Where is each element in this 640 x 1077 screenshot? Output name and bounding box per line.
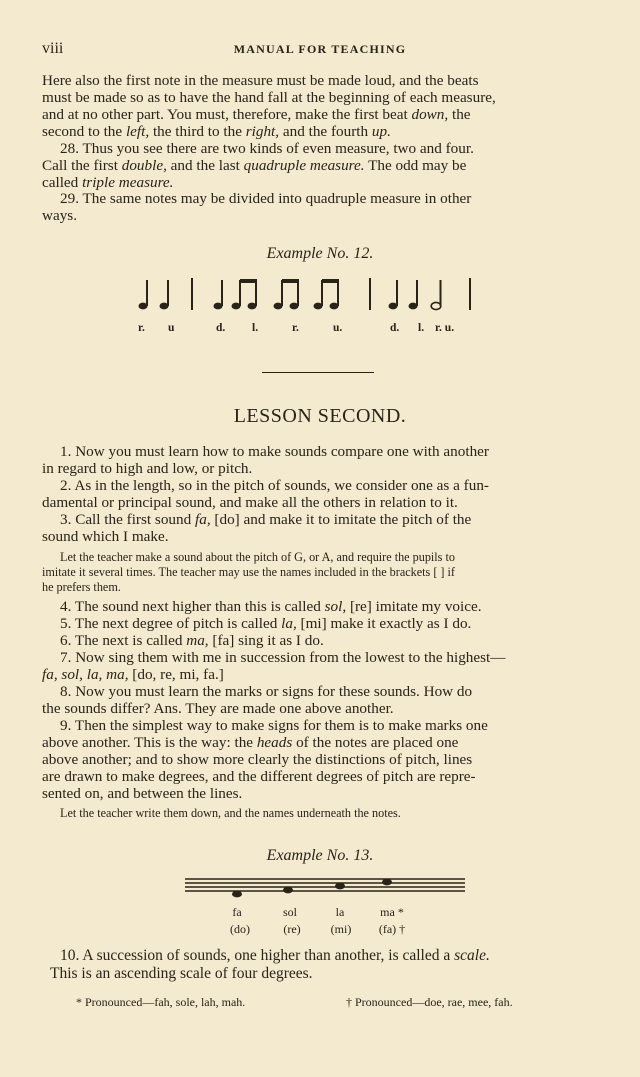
syllable: u: [168, 322, 175, 334]
half-note: [431, 280, 441, 310]
text-line: damental or principal sound, and make all the others in relation to it.: [42, 494, 458, 511]
syllable: u.: [333, 322, 343, 334]
text-line: ways.: [42, 207, 78, 224]
text-line: and at no other part. You must, therefore, make the first beat down, the: [42, 106, 471, 123]
section-divider: [262, 372, 374, 373]
text-line: 9. Then the simplest way to make signs for them is to make marks one: [60, 717, 488, 734]
text-line: in regard to high and low, or pitch.: [42, 460, 253, 477]
text-line: 29. The same notes may be divided into quadruple measure in other: [60, 190, 472, 207]
note-name: ma *: [380, 905, 404, 919]
text-line: 8. Now you must learn the marks or signs for these sounds. How do: [60, 683, 473, 700]
syllable: d.: [390, 322, 400, 334]
text-line: 28. Thus you see there are two kinds of even measure, two and four.: [60, 140, 474, 157]
syllable: l.: [252, 322, 259, 334]
text-line: 7. Now sing them with me in succession from the lowest to the highest—: [60, 649, 506, 666]
rhythm-notation: [130, 270, 490, 318]
paragraph-29: [42, 190, 576, 224]
page-number: viii: [42, 40, 64, 57]
note-head: [335, 883, 345, 890]
text-line: 2. As in the length, so in the pitch of sounds, we consider one as a fun-: [60, 477, 489, 494]
paragraph-28: [42, 140, 576, 191]
quarter-note: [214, 280, 223, 309]
text-line: fa, sol, la, ma, [do, re, mi, fa.]: [42, 666, 224, 683]
note-alt-name: (do): [230, 922, 250, 936]
lesson-paragraph-1: [42, 443, 576, 477]
note-head: [283, 887, 293, 894]
quarter-note: [389, 280, 398, 309]
running-title: MANUAL FOR TEACHING: [233, 42, 407, 56]
example-12-title: Example No. 12.: [266, 245, 374, 262]
text-line: This is an ascending scale of four degrees.: [50, 965, 313, 982]
intro-paragraph: [42, 72, 576, 140]
text-line: sound which I make.: [42, 528, 169, 545]
lesson-paragraphs-4-9: [42, 598, 576, 802]
text-line: 4. The sound next higher than this is called sol, [re] imitate my voice.: [60, 598, 482, 615]
lesson-title: LESSON SECOND.: [233, 405, 407, 427]
footnote-1: * Pronounced—fah, sole, lah, mah.: [76, 995, 246, 1009]
note-head: [232, 891, 242, 898]
text-line: 10. A succession of sounds, one higher than another, is called a scale.: [60, 947, 490, 964]
note-alt-name: (re): [283, 922, 301, 936]
text-line: the sounds differ? Ans. They are made one above another.: [42, 700, 394, 717]
running-header: [42, 40, 598, 60]
text-line: he prefers them.: [42, 580, 121, 594]
text-line: 3. Call the first sound fa, [do] and make it to imitate the pitch of the: [60, 511, 472, 528]
lesson-paragraph-2: [42, 477, 576, 511]
quarter-note: [139, 280, 148, 309]
syllable: l.: [418, 322, 425, 334]
text-line: above another; and to show more clearly the distinctions of pitch, lines: [42, 751, 473, 768]
footnote-2: † Pronounced—doe, rae, mee, fah.: [346, 995, 513, 1009]
eighth-note-pair: [232, 279, 258, 309]
note-head: [382, 879, 392, 886]
note-name: fa: [232, 905, 242, 919]
paragraph-10: [42, 947, 576, 983]
text-line: 1. Now you must learn how to make sounds compare one with another: [60, 443, 489, 460]
text-line: imitate it several times. The teacher may use the names included in the brackets [ ] if: [42, 565, 455, 579]
text-line: 5. The next degree of pitch is called la, [mi] make it exactly as I do.: [60, 615, 472, 632]
note-name: la: [335, 905, 345, 919]
text-line: 6. The next is called ma, [fa] sing it as I do.: [60, 632, 324, 649]
text-line: above another. This is the way: the heads of the notes are placed one: [42, 734, 459, 751]
text-line: Let the teacher write them down, and the names underneath the notes.: [60, 806, 401, 820]
example-13-title: Example No. 13.: [266, 847, 374, 864]
text-line: Here also the first note in the measure must be made loud, and the beats: [42, 72, 479, 89]
syllable: r. u.: [435, 322, 455, 334]
eighth-note-pair: [274, 279, 300, 309]
text-line: are drawn to make degrees, and the different degrees of pitch are repre-: [42, 768, 476, 785]
teacher-note-2: [42, 806, 576, 821]
staff-notation: [180, 873, 470, 903]
text-line: Let the teacher make a sound about the pitch of G, or A, and require the pupils to: [60, 550, 455, 564]
eighth-note-pair: [314, 279, 340, 309]
syllable: d.: [216, 322, 226, 334]
quarter-note: [409, 280, 418, 309]
text-line: sented on, and between the lines.: [42, 785, 243, 802]
note-alt-name: (mi): [330, 922, 352, 936]
text-line: called triple measure.: [42, 174, 174, 191]
note-name: sol: [282, 905, 297, 919]
teacher-note-1: [42, 550, 576, 595]
quarter-note: [160, 280, 169, 309]
note-alt-name: (fa) †: [378, 922, 406, 936]
syllable: r.: [138, 322, 145, 334]
lesson-paragraph-3: [42, 511, 576, 545]
text-line: must be made so as to have the hand fall at the beginning of each measure,: [42, 89, 496, 106]
text-line: Call the first double, and the last quadruple measure. The odd may be: [42, 157, 467, 174]
text-line: second to the left, the third to the right, and the fourth up.: [42, 123, 391, 140]
syllable: r.: [292, 322, 299, 334]
